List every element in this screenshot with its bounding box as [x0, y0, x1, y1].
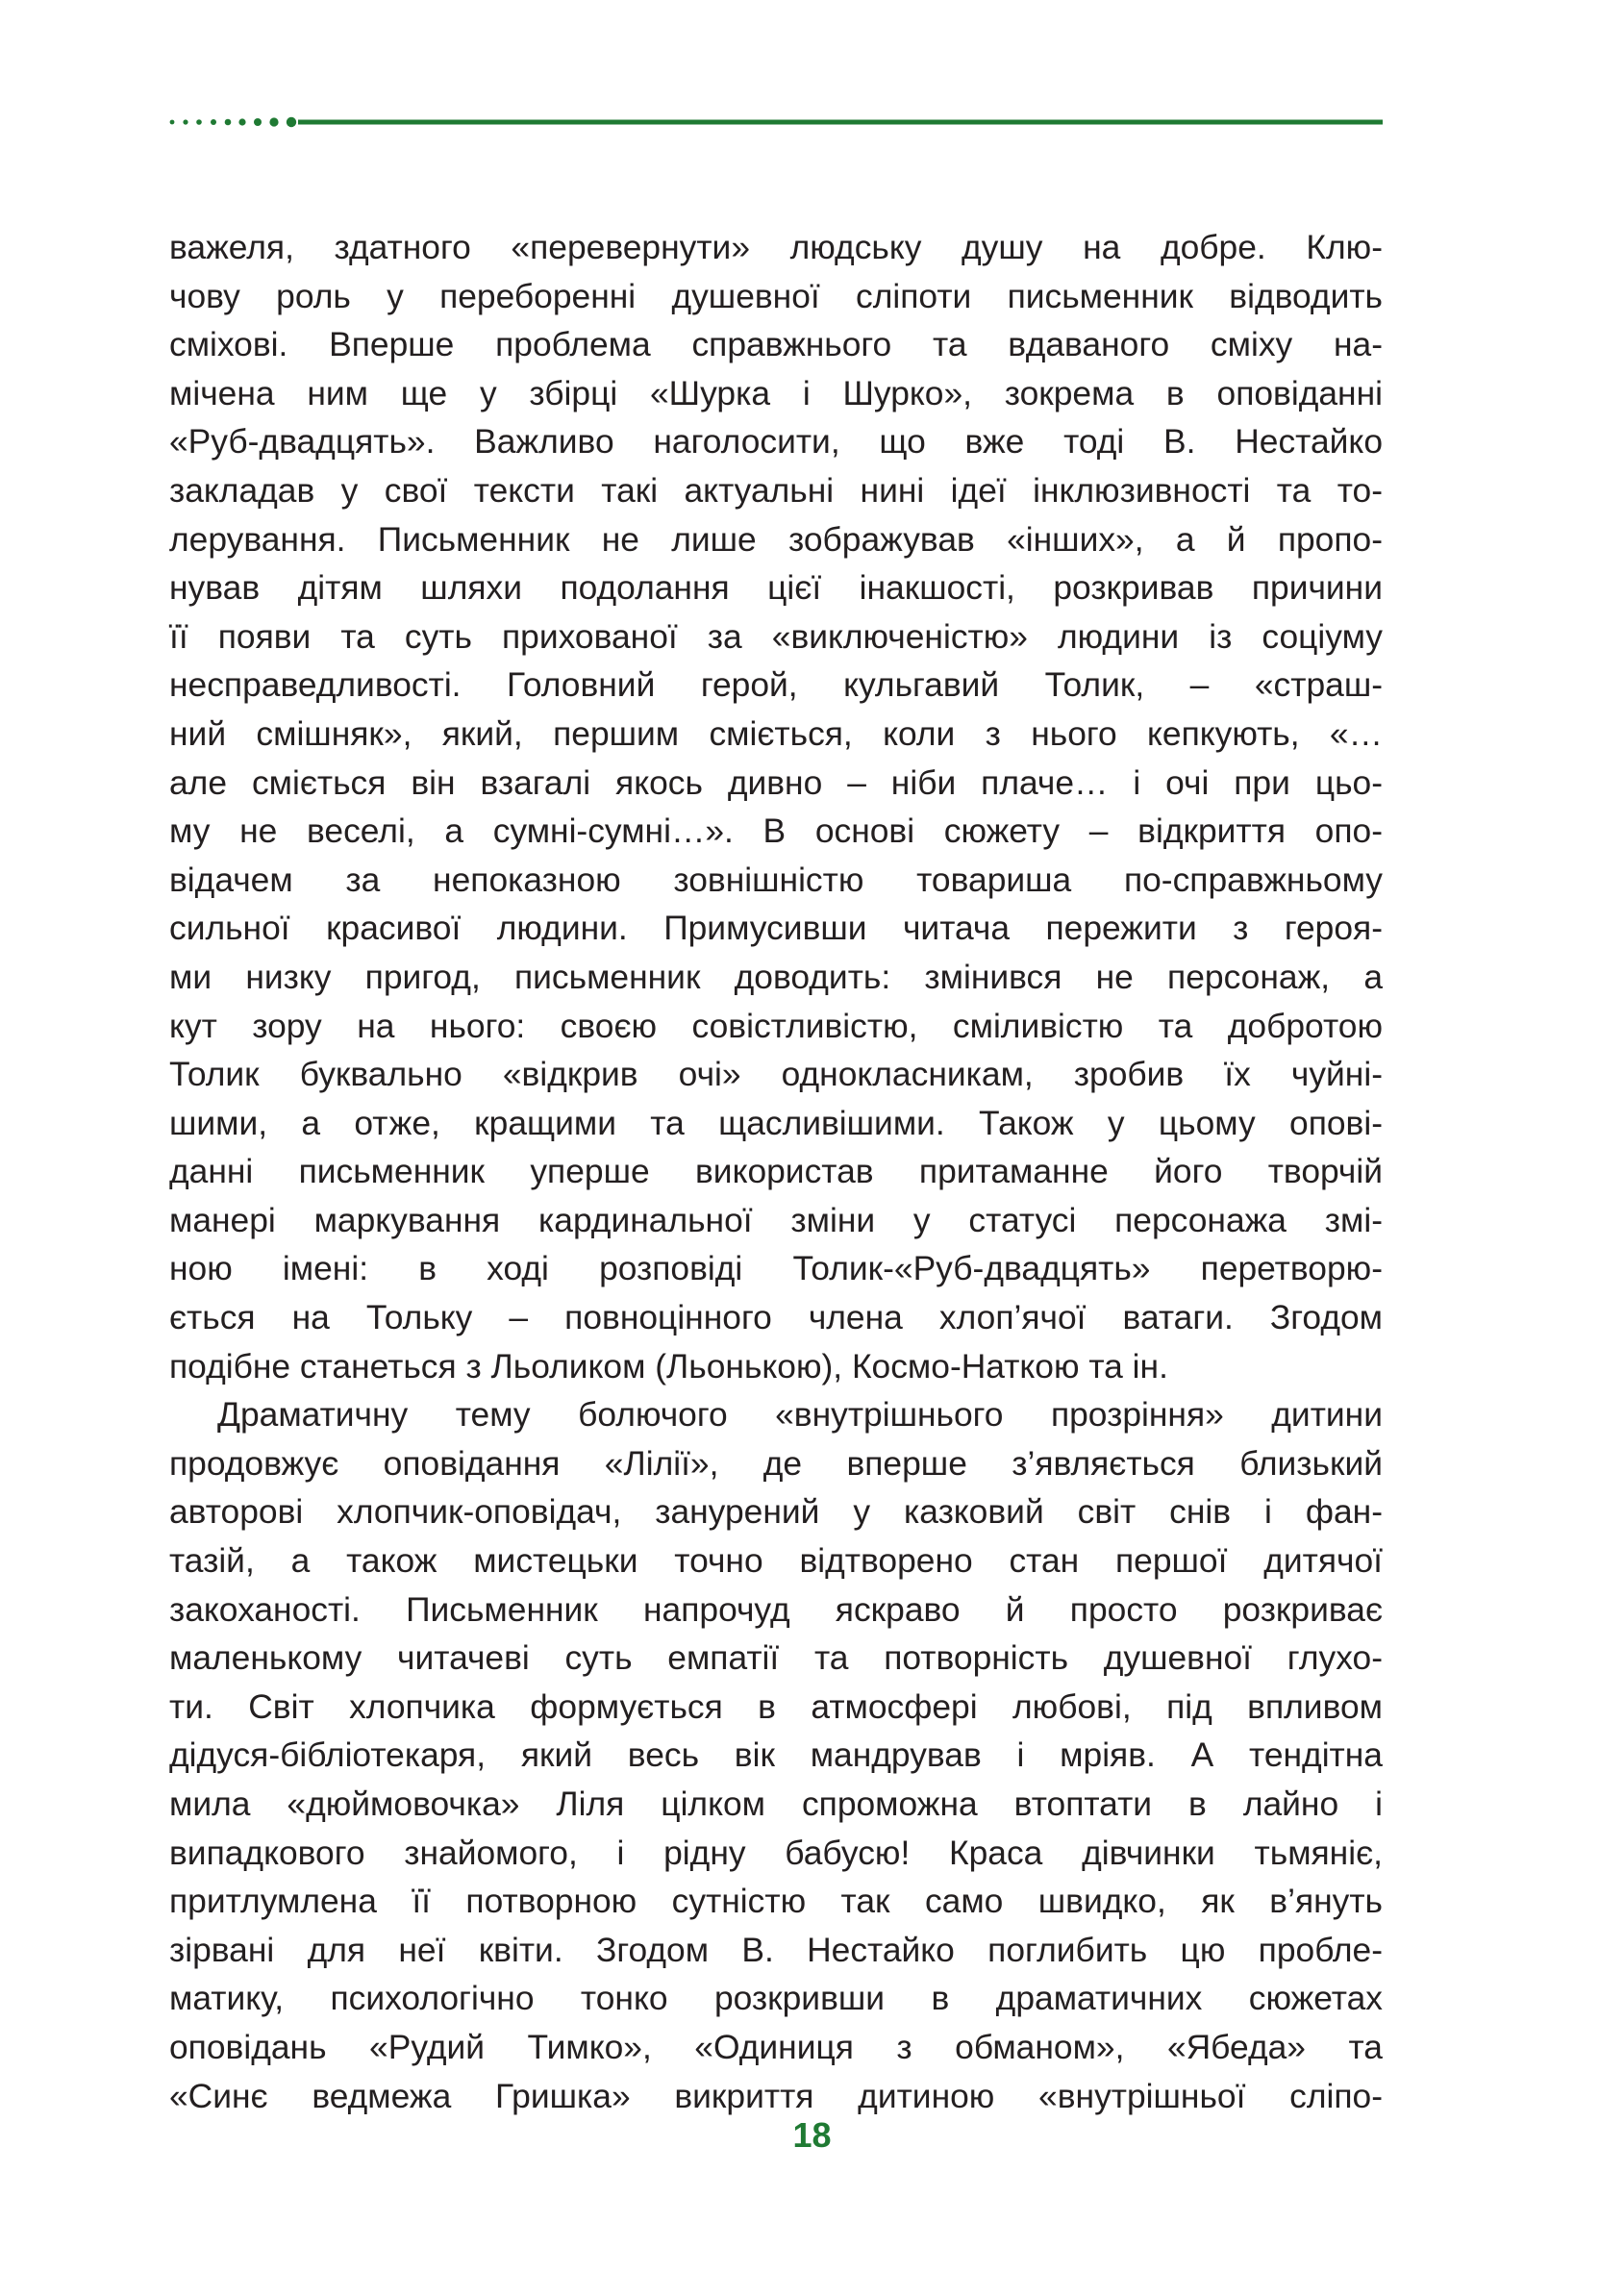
text-line: «Синє ведмежа Гришка» викриття дитиною «внутрішньої сліпо-: [169, 2076, 1383, 2115]
text-line: лерування. Письменник не лише зображував «інших», а й пропо-: [169, 519, 1383, 559]
ornament-dot: [211, 119, 216, 125]
text-line: чову роль у переборенні душевної сліпоти письменник відводить: [169, 276, 1383, 315]
paragraph-2: [169, 1390, 1383, 2120]
text-line: нував дітям шляхи подолання цієї інакшості, розкривав причини: [169, 568, 1383, 608]
text-line: Драматичну тему болючого «внутрішнього прозріння» дитини: [217, 1395, 1383, 1435]
text-line: її появи та суть прихованої за «виключеністю» людини із соціуму: [169, 616, 1383, 656]
paragraph-1: [169, 223, 1383, 1390]
text-line: випадкового знайомого, і рідну бабусю! Краса дівчинки тьмяніє,: [169, 1833, 1383, 1872]
text-line: сміхові. Вперше проблема справжнього та вдаваного сміху на-: [169, 325, 1383, 364]
text-line: дідуся-бібліотекаря, який весь вік мандрував і мріяв. А тендітна: [169, 1735, 1383, 1775]
text-line: Толик буквально «відкрив очі» однокласникам, зробив їх чуйні-: [169, 1055, 1383, 1094]
text-line: маленькому читачеві суть емпатії та потворність душевної глухо-: [169, 1638, 1383, 1678]
text-line: му не веселі, а сумні-сумні…». В основі сюжету – відкриття опо-: [169, 811, 1383, 851]
text-line: манері маркування кардинальної зміни у статусі персонажа змі-: [169, 1200, 1383, 1239]
text-line: ти. Світ хлопчика формується в атмосфері любові, під впливом: [169, 1686, 1383, 1726]
text-line: закоханості. Письменник напрочуд яскраво й просто розкриває: [169, 1589, 1383, 1629]
text-line: мила «дюймовочка» Ліля цілком спроможна втоптати в лайно і: [169, 1785, 1383, 1823]
text-line: ється на Тольку – повноцінного члена хлоп’ячої ватаги. Згодом: [169, 1298, 1383, 1337]
page-body: [169, 223, 1383, 2120]
header-decorative-rule: [169, 116, 1383, 128]
text-line: продовжує оповідання «Лілії», де вперше з’являється близький: [169, 1443, 1383, 1483]
text-line: мічена ним ще у збірці «Шурка і Шурко», зокрема в оповіданні: [169, 373, 1383, 412]
ornament-line: [298, 120, 1383, 125]
text-line: ний смішняк», який, першим сміється, коли з нього кепкують, «…: [169, 713, 1383, 753]
text-line: важеля, здатного «перевернути» людську душу на добре. Клю-: [169, 228, 1383, 266]
text-line: кут зору на нього: своєю совістливістю, сміливістю та добротою: [169, 1006, 1383, 1045]
ornament-dot: [269, 117, 278, 126]
text-line: відачем за непоказною зовнішністю товариша по-справжньому: [169, 860, 1383, 899]
text-line: авторові хлопчик-оповідач, занурений у казковий світ снів і фан-: [169, 1492, 1383, 1532]
text-line: сильної красивої людини. Примусивши читача пережити з героя-: [169, 909, 1383, 948]
ornament-dot: [183, 119, 187, 124]
ornament-dot: [287, 117, 296, 127]
text-line: ною імені: в ході розповіді Толик-«Руб-двадцять» перетворю-: [169, 1249, 1383, 1288]
ornament-dot: [196, 119, 202, 125]
text-line: несправедливості. Головний герой, кульгавий Толик, – «страш-: [169, 665, 1383, 705]
ornament-dot: [254, 118, 262, 126]
text-line: шими, а отже, кращими та щасливішими. Також у цьому опові-: [169, 1103, 1383, 1142]
ornament-dot: [238, 118, 245, 125]
text-line: «Руб-двадцять». Важливо наголосити, що вже тоді В. Нестайко: [169, 422, 1383, 462]
dotted-line-ornament: [169, 116, 1383, 128]
text-line: матику, психологічно тонко розкривши в драматичних сюжетах: [169, 1979, 1383, 2018]
text-line: ми низку пригод, письменник доводить: змінився не персонаж, а: [169, 957, 1383, 996]
text-line: але сміється він взагалі якось дивно – ніби плаче… і очі при цьо-: [169, 762, 1383, 802]
text-line: закладав у свої тексти такі актуальні нині ідеї інклюзивності та то-: [169, 470, 1383, 510]
text-line: тазій, а також мистецьки точно відтворено стан першої дитячої: [169, 1541, 1383, 1581]
text-line: данні письменник уперше використав притаманне його творчій: [169, 1152, 1383, 1191]
ornament-dot: [170, 120, 175, 125]
text-line: оповідань «Рудий Тимко», «Одиниця з обманом», «Ябеда» та: [169, 2027, 1383, 2066]
text-line: притлумлена її потворною сутністю так само швидко, як в’януть: [169, 1882, 1383, 1921]
ornament-dot: [225, 119, 232, 126]
page-number: 18: [792, 2115, 832, 2155]
text-line: зірвані для неї квіти. Згодом В. Нестайко поглибить цю пробле-: [169, 1930, 1383, 1969]
text-line: подібне станеться з Льоликом (Льонькою), Космо-Наткою та ін.: [169, 1346, 1168, 1386]
